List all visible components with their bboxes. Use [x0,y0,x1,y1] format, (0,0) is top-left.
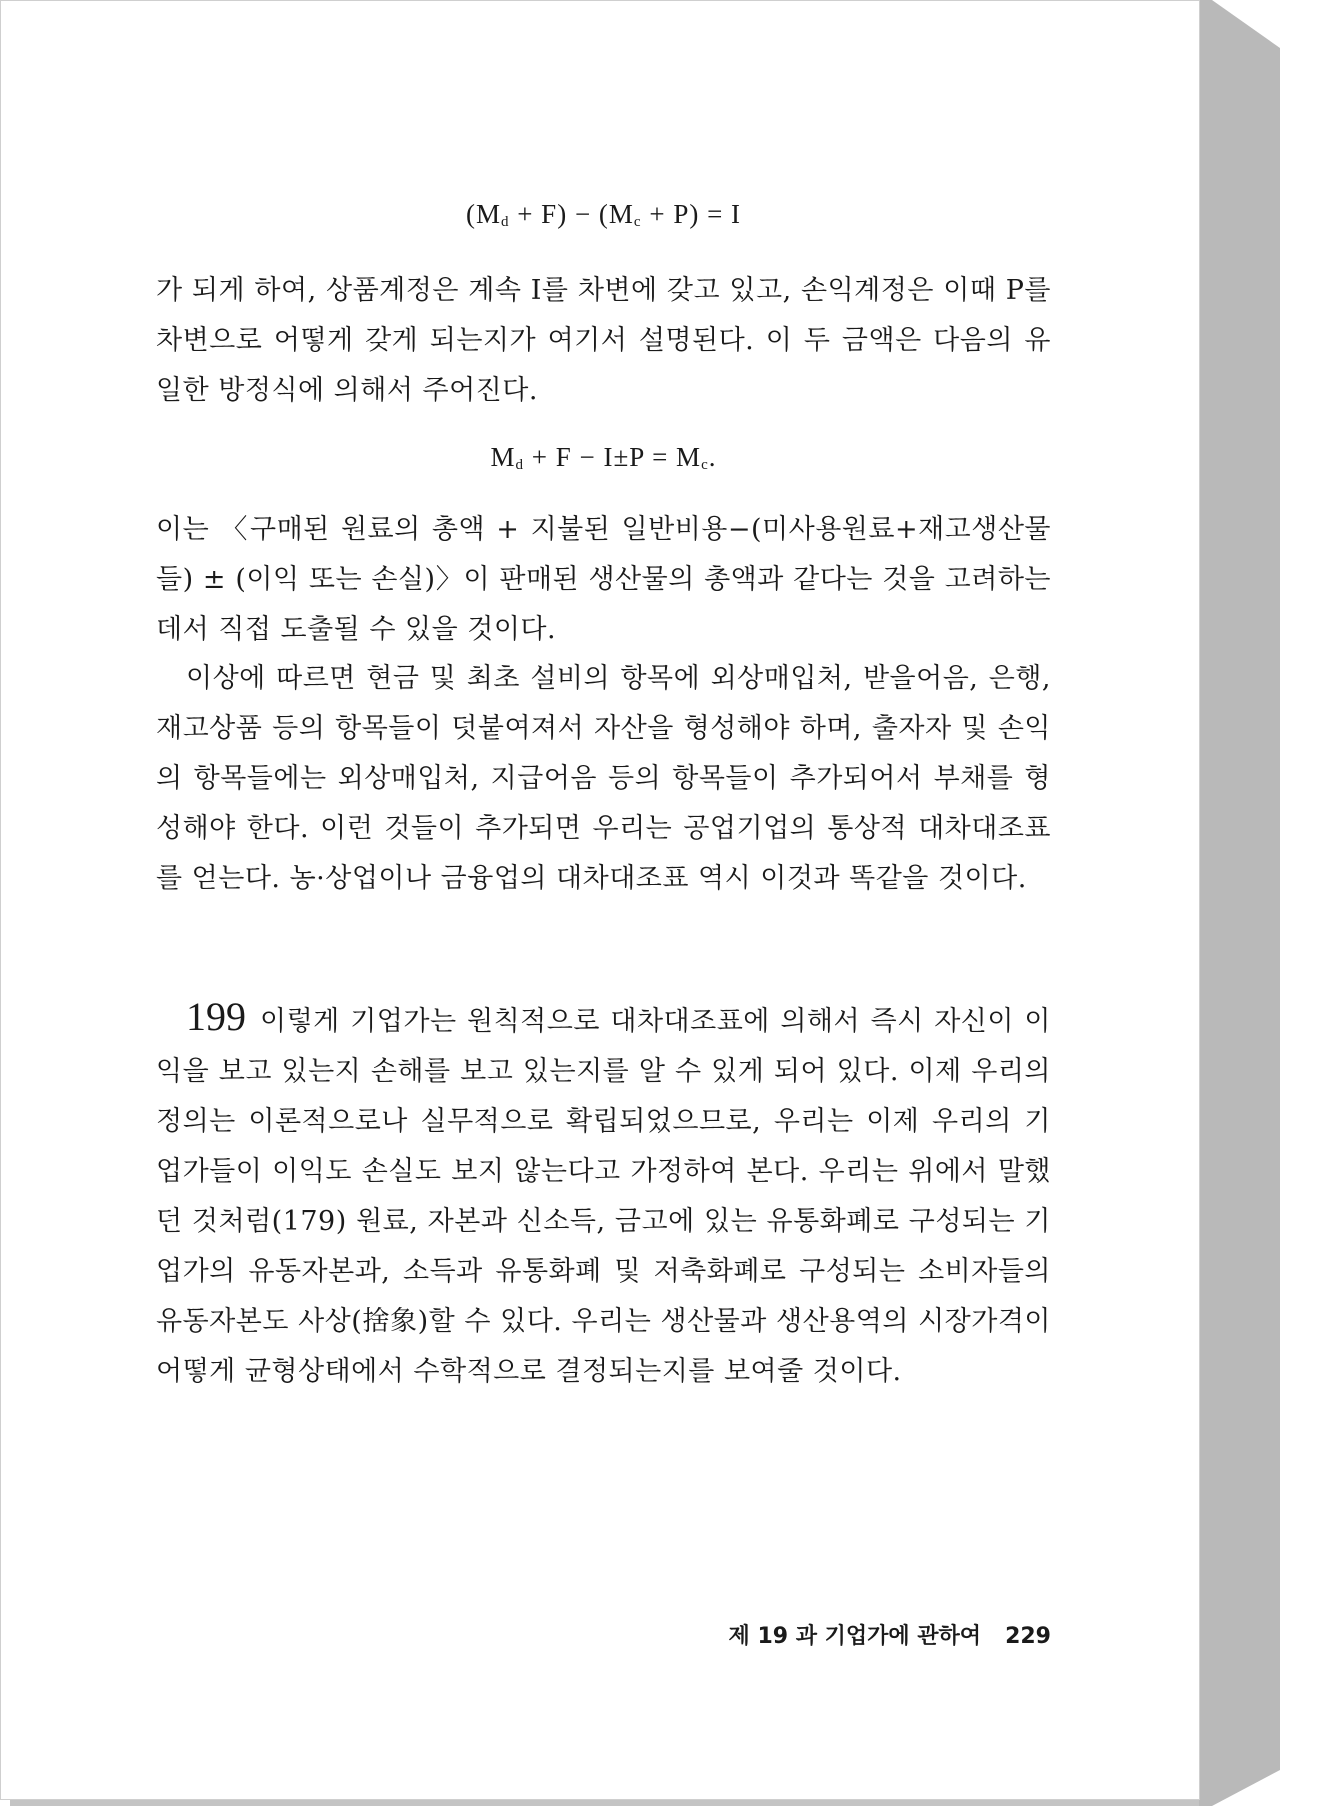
formula-part: + F) − (M [509,199,634,229]
formula-part: (M [465,199,501,229]
formula-subscript: d [515,457,525,473]
formula-subscript: c [701,457,709,473]
book-side-face [1199,0,1280,1806]
formula-balance [156,194,1051,242]
formula-part: M [490,442,516,472]
running-footer [729,1619,1051,1650]
formula-part: + F − I±P = M [524,442,702,472]
paragraph-2: 이는 〈구매된 원료의 총액 + 지불된 일반비용−(미사용원료+재고생산물들) ± (이익 또는 손실)〉이 판매된 생산물의 총액과 같다는 것을 고려하는 데서 직접 도출될 수 있을 것이다. [156,514,1051,645]
section-number: 199 [186,994,246,1039]
formula-equation [156,437,1051,485]
paragraph-1: 가 되게 하여, 상품계정은 계속 I를 차변에 갖고 있고, 손익계정은 이때 P를 차변으로 어떻게 갖게 되는지가 여기서 설명된다. 이 두 금액은 다음의 유일한 방정식에 의해서 주어진다. [156,275,1051,406]
paragraph-3: 이상에 따르면 현금 및 최초 설비의 항목에 외상매입처, 받을어음, 은행, 재고상품 등의 항목들이 덧붙여져서 자산을 형성해야 하며, 출자자 및 손익의 항목들에는 외상매입처, 지급어음 등의 항목들이 추가되어서 부채를 형성해야 한다. 이런 것들이 추가되면 우리는 공업기업의 통상적 대차대조표를 얻는다. 농·상업이나 금융업의 대차대조표 역시 이것과 똑같을 것이다. [156,663,1051,894]
chapter-title: 제 19 과 기업가에 관하여 [728,1624,982,1649]
section-199 [156,992,1051,1397]
page-number: 229 [1005,1624,1051,1649]
formula-subscript: d [500,214,510,230]
formula-subscript: c [633,214,642,230]
formula-part: + P) = I [641,199,742,229]
section-text: 이렇게 기업가는 원칙적으로 대차대조표에 의해서 즉시 자신이 이익을 보고 있는지 손해를 보고 있는지를 알 수 있게 되어 있다. 이제 우리의 정의는 이론적으로나 실무적으로 확립되었으므로, 우리는 이제 우리의 기업가들이 이익도 손실도 보지 않는다고 가정하여 본다. 우리는 위에서 말했던 것처럼(179) 원료, 자본과 신소득, 금고에 있는 유통화폐로 구성되는 기업가의 유동자본과, 소득과 유통화폐 및 저축화폐로 구성되는 소비자들의 유동자본도 사상(捨象)할 수 있다. 우리는 생산물과 생산용역의 시장가격이 어떻게 균형상태에서 수학적으로 결정되는지를 보여줄 것이다. [156,1006,1051,1387]
book-bottom-face [10,1799,1199,1806]
formula-part: . [708,442,717,472]
